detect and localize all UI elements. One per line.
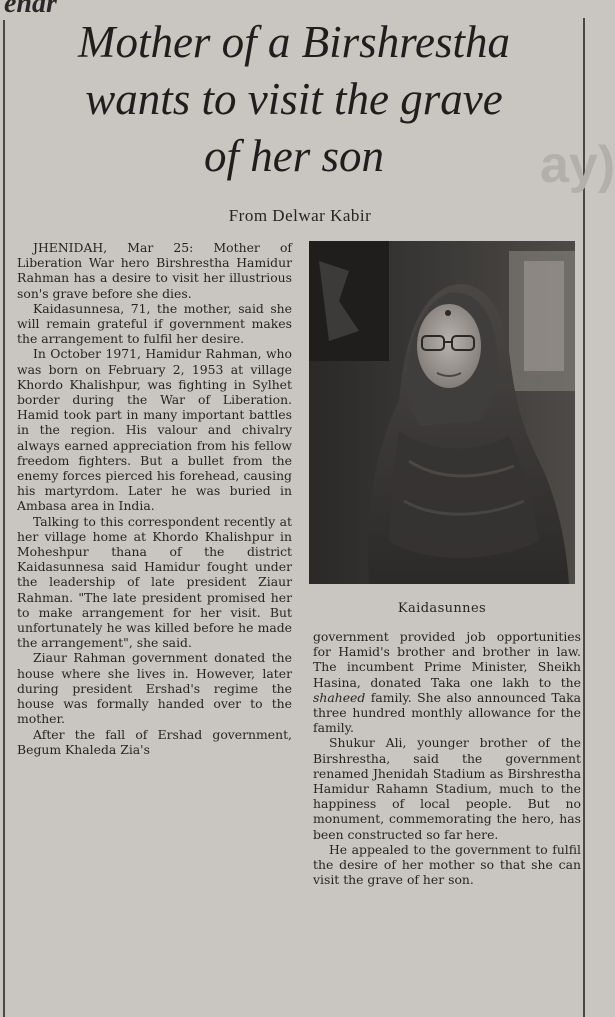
- emphasis-text: shaheed: [313, 689, 366, 705]
- portrait-photo: [309, 241, 575, 584]
- body-paragraph: Kaidasunnesa, 71, the mother, said she will remain grateful if government makes the arrangement to fulfil her desire.: [17, 300, 292, 347]
- headline-line: of her son: [204, 131, 384, 181]
- left-column-rule: [3, 20, 5, 1017]
- body-paragraph: Ziaur Rahman government donated the house where she lives in. However, later during president Ershad's regime the house was formally handed over to the mother.: [17, 650, 292, 727]
- body-paragraph: JHENIDAH, Mar 25: Mother of Liberation War hero Birshrestha Hamidur Rahman has a desire to visit her illustrious son's grave before she dies.: [17, 240, 292, 301]
- body-paragraph: [313, 629, 581, 735]
- body-paragraph: Talking to this correspondent recently at her village home at Khordo Khalishpur in Moheshpur thana of the district Kaidasunnesa said Hamidur fought under the leadership of late president Ziaur Rahman. "The late president promised her to make arrangement for her visit. But unfortunately he was killed before he made the arrangement", she said.: [17, 513, 292, 651]
- clipped-top-heading: enar: [4, 0, 57, 19]
- headline-line: wants to visit the grave: [85, 74, 503, 124]
- article-left-column: [17, 240, 292, 1012]
- portrait-photo-image: [309, 241, 575, 584]
- article-right-column: [313, 629, 581, 1015]
- byline: From Delwar Kabir: [228, 206, 372, 225]
- headline-line: Mother of a Birshrestha: [77, 17, 511, 67]
- adjacent-page-fragment: ay): [540, 136, 615, 194]
- body-paragraph: Shukur Ali, younger brother of the Birshrestha, said the government renamed Jhenidah Stadium as Birshrestha Hamidur Rahamn Stadium, much to the happiness of local people. But no monument, commemorating the hero, has been constructed so far here.: [313, 735, 581, 842]
- photo-caption: Kaidasunnes: [397, 601, 487, 616]
- body-paragraph: In October 1971, Hamidur Rahman, who was born on February 2, 1953 at village Khordo Khalishpur, was fighting in Sylhet border during the War of Liberation. Hamid took part in many important battles in the region. His valour and chivalry always earned appreciation from his fellow freedom fighters. But a bullet from the enemy forces pierced his forehead, causing his martyrdom. Later he was buried in Ambasa area in India.: [17, 346, 292, 514]
- paragraph-text: government provided job opportunities for Hamid's brother and brother in law. The incumbent Prime Minister, Sheikh Hasina, donated Taka one lakh to the: [313, 629, 581, 690]
- body-paragraph: He appealed to the government to fulfil the desire of her mother so that she can visit the grave of her son.: [313, 841, 581, 888]
- paragraph-text: family. She also announced Taka three hundred monthly allowance for the family.: [313, 689, 581, 736]
- body-paragraph: After the fall of Ershad government, Begum Khaleda Zia's: [17, 726, 292, 757]
- article-headline: [10, 14, 578, 185]
